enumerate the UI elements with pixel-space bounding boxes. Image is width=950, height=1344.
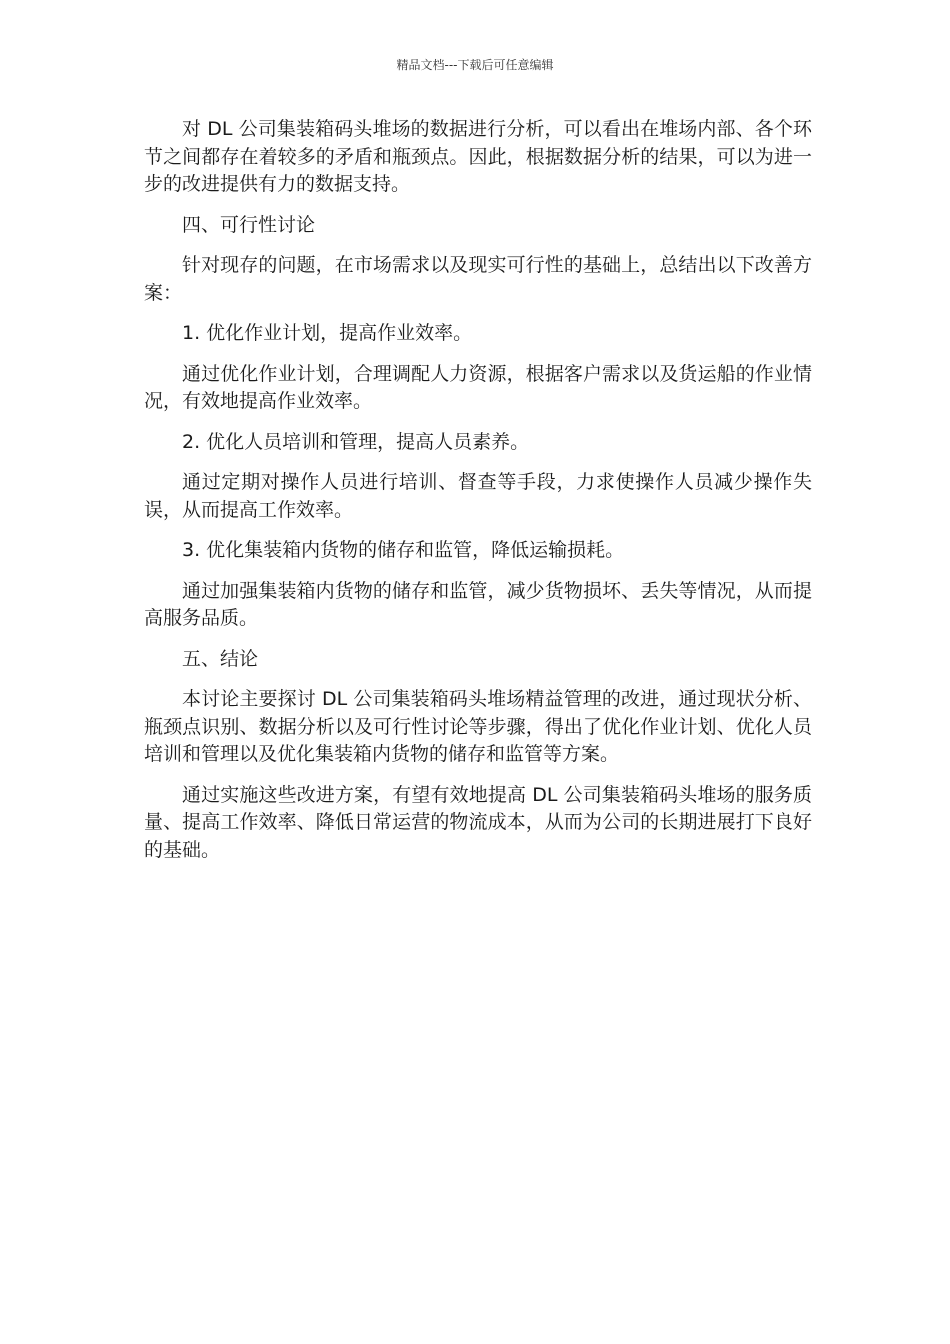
paragraph-plan-2-detail: 通过定期对操作人员进行培训、督查等手段，力求使操作人员减少操作失误，从而提高工作效率。 (144, 471, 812, 521)
paragraph-conclusion-2: 通过实施这些改进方案，有望有效地提高 DL 公司集装箱码头堆场的服务质量、提高工作效率、降低日常运营的物流成本，从而为公司的长期进展打下良好的基础。 (144, 783, 812, 861)
paragraph-data-analysis: 对 DL 公司集装箱码头堆场的数据进行分析，可以看出在堆场内部、各个环节之间都存在着较多的矛盾和瓶颈点。因此，根据数据分析的结果，可以为进一步的改进提供有力的数据支持。 (144, 118, 812, 195)
list-item-plan-3: 3. 优化集装箱内货物的储存和监管，降低运输损耗。 (182, 539, 625, 561)
list-item-plan-1: 1. 优化作业计划，提高作业效率。 (182, 322, 473, 344)
paragraph-plan-1-detail: 通过优化作业计划，合理调配人力资源，根据客户需求以及货运船的作业情况，有效地提高作业效率。 (144, 362, 812, 412)
paragraph-feasibility-intro: 针对现存的问题，在市场需求以及现实可行性的基础上，总结出以下改善方案： (144, 254, 812, 304)
paragraph-conclusion-1: 本讨论主要探讨 DL 公司集装箱码头堆场精益管理的改进，通过现状分析、瓶颈点识别、数据分析以及可行性讨论等步骤，得出了优化作业计划、优化人员培训和管理以及优化集装箱内货物的储存和监管等方案。 (144, 688, 812, 765)
document-body (144, 116, 812, 877)
section-heading-feasibility: 四、可行性讨论 (182, 213, 316, 236)
section-heading-conclusion: 五、结论 (182, 647, 259, 670)
list-item-plan-2: 2. 优化人员培训和管理，提高人员素养。 (182, 430, 530, 453)
paragraph-plan-3-detail: 通过加强集装箱内货物的储存和监管，减少货物损坏、丢失等情况，从而提高服务品质。 (144, 579, 812, 629)
page-header: 精品文档---下载后可任意编辑 (396, 58, 554, 72)
